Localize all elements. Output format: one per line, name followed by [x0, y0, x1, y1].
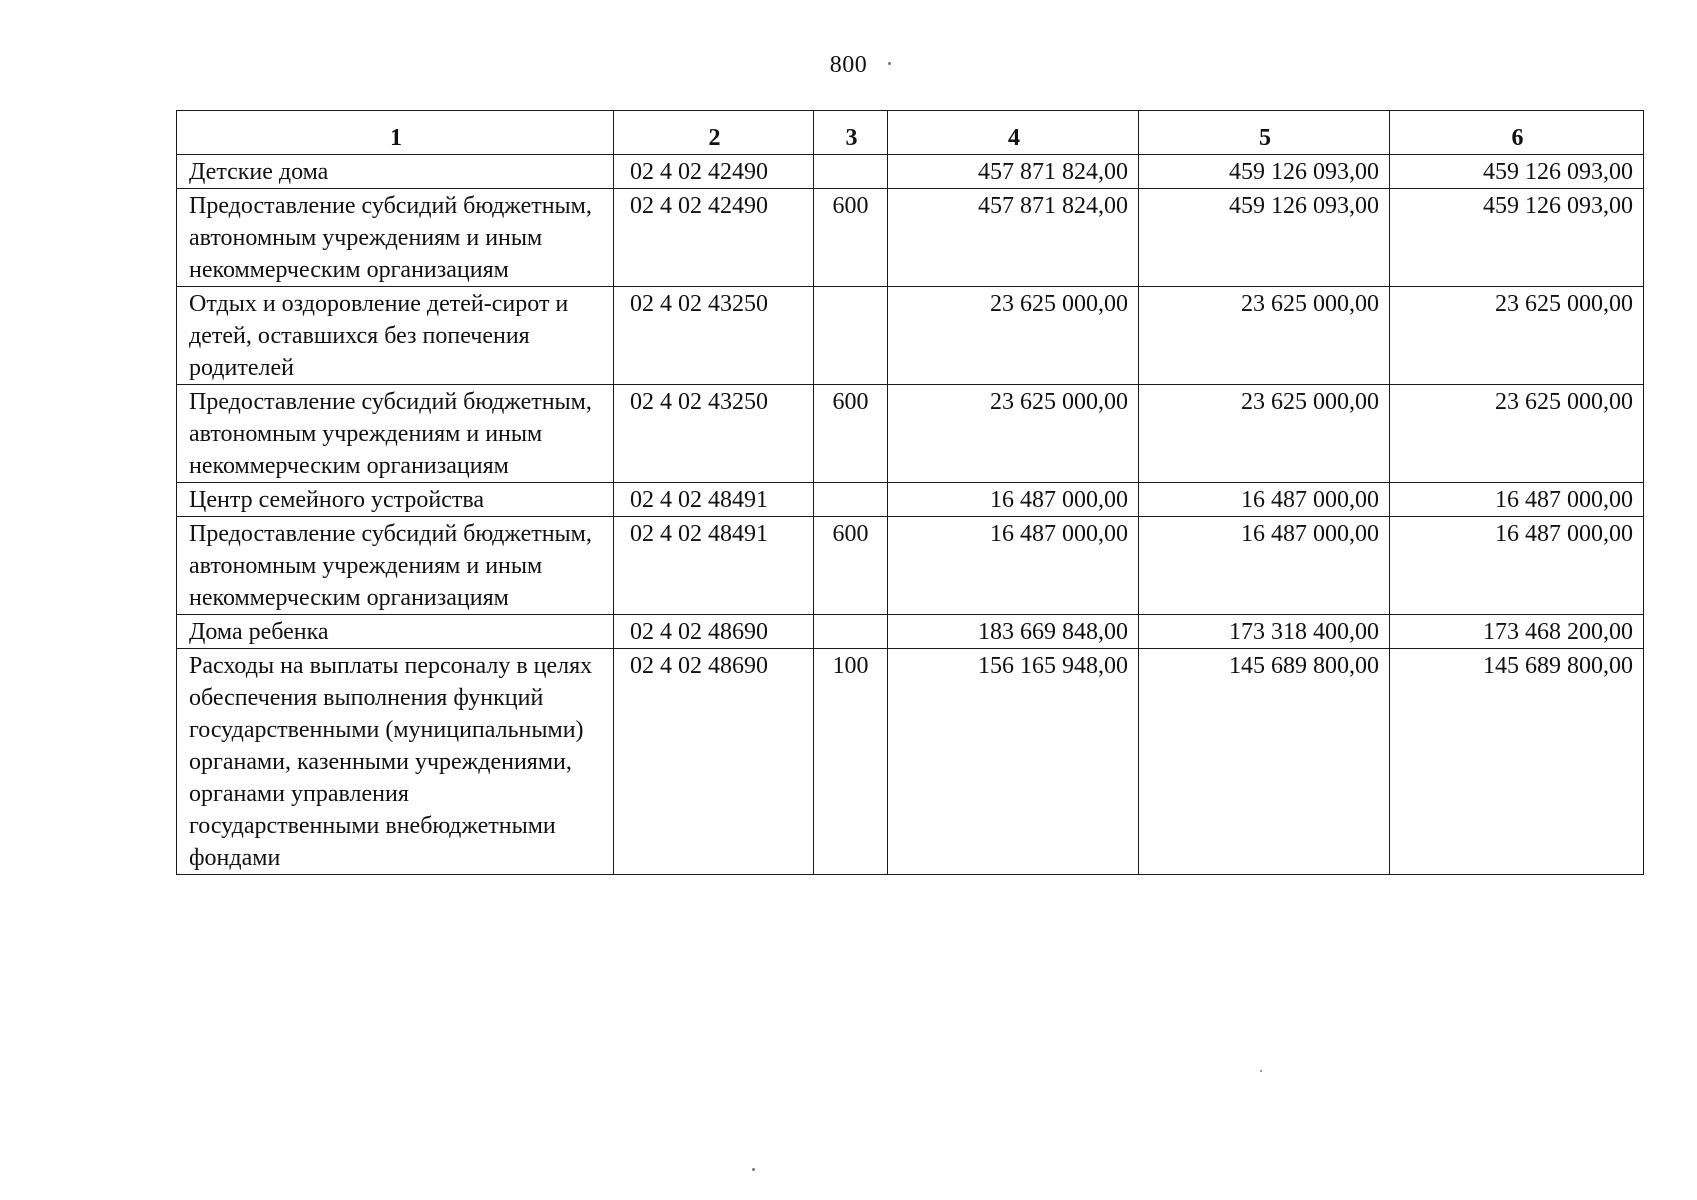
column-header-5: 5	[1139, 111, 1390, 155]
row-code: 02 4 02 48491	[614, 483, 814, 517]
row-amount-col6: 459 126 093,00	[1390, 155, 1644, 189]
table-row	[177, 287, 1644, 385]
row-amount-col5: 459 126 093,00	[1139, 189, 1390, 287]
row-amount-col4: 16 487 000,00	[888, 483, 1139, 517]
row-amount-col4: 457 871 824,00	[888, 189, 1139, 287]
budget-table	[176, 110, 1644, 875]
row-expense-type: 600	[814, 517, 888, 615]
row-name: Предоставление субсидий бюджетным, автономным учреждениям и иным некоммерческим организациям	[177, 385, 614, 483]
row-expense-type	[814, 287, 888, 385]
row-name: Отдых и оздоровление детей-сирот и детей, оставшихся без попечения родителей	[177, 287, 614, 385]
row-amount-col4: 183 669 848,00	[888, 615, 1139, 649]
column-header-4: 4	[888, 111, 1139, 155]
column-header-2: 2	[614, 111, 814, 155]
row-amount-col4: 457 871 824,00	[888, 155, 1139, 189]
row-name: Предоставление субсидий бюджетным, автономным учреждениям и иным некоммерческим организациям	[177, 189, 614, 287]
row-amount-col4: 16 487 000,00	[888, 517, 1139, 615]
row-amount-col6: 173 468 200,00	[1390, 615, 1644, 649]
row-expense-type: 100	[814, 649, 888, 875]
row-amount-col4: 23 625 000,00	[888, 385, 1139, 483]
row-code: 02 4 02 48690	[614, 615, 814, 649]
row-amount-col5: 16 487 000,00	[1139, 517, 1390, 615]
row-amount-col5: 23 625 000,00	[1139, 287, 1390, 385]
table-row	[177, 615, 1644, 649]
row-expense-type: 600	[814, 189, 888, 287]
row-code: 02 4 02 43250	[614, 287, 814, 385]
row-amount-col4: 23 625 000,00	[888, 287, 1139, 385]
row-amount-col5: 145 689 800,00	[1139, 649, 1390, 875]
row-name: Дома ребенка	[177, 615, 614, 649]
row-code: 02 4 02 48491	[614, 517, 814, 615]
table-header-row	[177, 111, 1644, 155]
table-row	[177, 517, 1644, 615]
row-amount-col6: 459 126 093,00	[1390, 189, 1644, 287]
table-row	[177, 483, 1644, 517]
column-header-3: 3	[814, 111, 888, 155]
row-amount-col5: 173 318 400,00	[1139, 615, 1390, 649]
row-expense-type: 600	[814, 385, 888, 483]
row-code: 02 4 02 48690	[614, 649, 814, 875]
column-header-6: 6	[1390, 111, 1644, 155]
row-amount-col5: 23 625 000,00	[1139, 385, 1390, 483]
row-amount-col6: 16 487 000,00	[1390, 483, 1644, 517]
scan-speck	[888, 62, 891, 65]
row-name: Предоставление субсидий бюджетным, автономным учреждениям и иным некоммерческим организациям	[177, 517, 614, 615]
row-name: Расходы на выплаты персоналу в целях обеспечения выполнения функций государственными (муниципальными) органами, казенными учреждениями, органами управления государственными внебюджетными фондами	[177, 649, 614, 875]
budget-table-container	[176, 110, 1643, 875]
table-row	[177, 649, 1644, 875]
row-expense-type	[814, 615, 888, 649]
row-amount-col5: 459 126 093,00	[1139, 155, 1390, 189]
row-amount-col6: 23 625 000,00	[1390, 385, 1644, 483]
table-row	[177, 189, 1644, 287]
row-code: 02 4 02 42490	[614, 189, 814, 287]
scan-speck	[752, 1168, 755, 1171]
table-row	[177, 385, 1644, 483]
row-expense-type	[814, 155, 888, 189]
row-code: 02 4 02 42490	[614, 155, 814, 189]
row-code: 02 4 02 43250	[614, 385, 814, 483]
row-amount-col6: 23 625 000,00	[1390, 287, 1644, 385]
page-number: 800	[829, 52, 868, 78]
row-amount-col6: 16 487 000,00	[1390, 517, 1644, 615]
column-header-1: 1	[177, 111, 614, 155]
table-row	[177, 155, 1644, 189]
row-name: Детские дома	[177, 155, 614, 189]
row-amount-col5: 16 487 000,00	[1139, 483, 1390, 517]
row-name: Центр семейного устройства	[177, 483, 614, 517]
row-amount-col6: 145 689 800,00	[1390, 649, 1644, 875]
scan-speck	[1260, 1070, 1262, 1072]
row-expense-type	[814, 483, 888, 517]
row-amount-col4: 156 165 948,00	[888, 649, 1139, 875]
